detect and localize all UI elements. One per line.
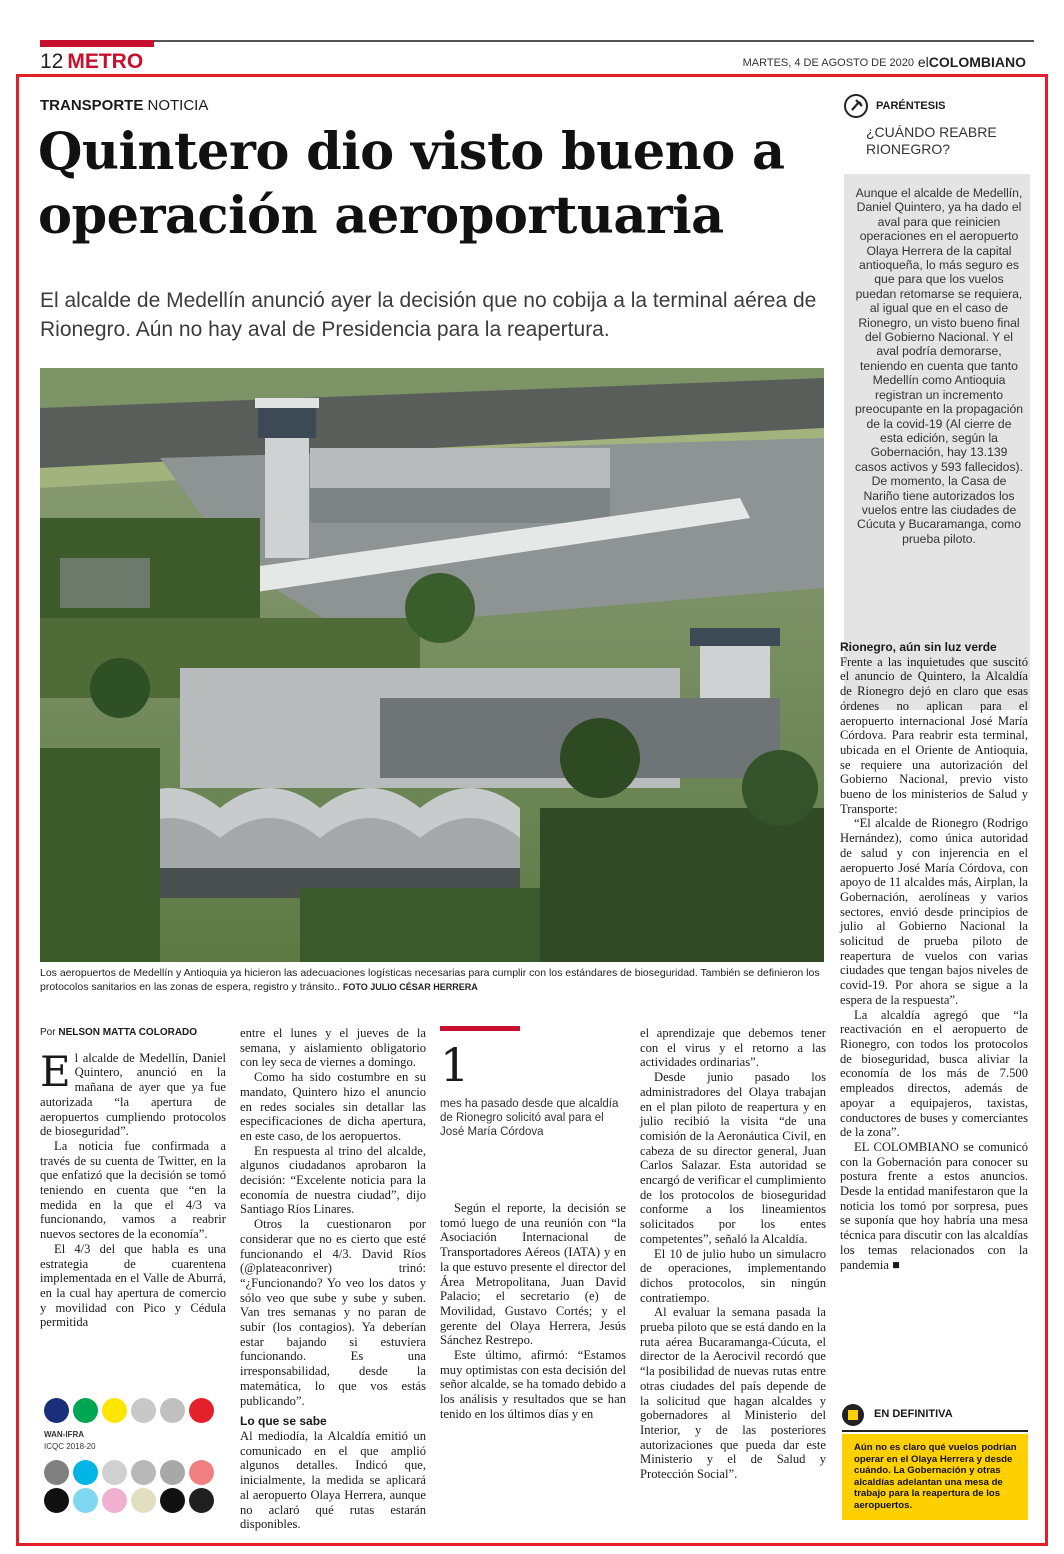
calibration-code: ICQC 2018-20 xyxy=(44,1442,96,1451)
stat-text: mes ha pasado desde que alcaldía de Rionegro solicitó aval para el José María Córdova xyxy=(440,1098,619,1138)
paragraph: El 4/3 del que habla es una estrategia de cuarentena implementada en el Valle de Aburrá, en la cual hay apertura de comercio y movilidad con Pico y Cédula permitida xyxy=(40,1241,226,1330)
color-swatch xyxy=(44,1398,69,1423)
paragraph: Al evaluar la semana pasada la prueba piloto que se está dando en la ruta aérea Bucaramanga-Cúcuta, el director de la Aerocivil recordó que “la posibilidad de nuevas rutas entre otras ciudades del país depende de la solicitud que hagan alcaldes y gobernadores al Ministerio del Interior, y de las posteriores autorizaciones que pueda dar este Ministerio y el de Salud y Protección Social”. xyxy=(640,1305,826,1482)
column-4 xyxy=(640,1026,826,1482)
definitiva-label: EN DEFINITIVA xyxy=(874,1408,953,1420)
paragraph: Desde junio pasado los administradores del Olaya trabajan en el plan piloto de reapertura y en julio recibió la visita “de una comisión de la Aeronáutica Civil, en cabeza de su director general, Juan Carlos Salazar. Esta autoridad se encargó de verificar el cumplimiento de los protocolos de bioseguridad conforme a los lineamientos solicitados por los entes competentes”, señaló la Alcaldía. xyxy=(640,1070,826,1246)
calibration-brand: WAN-IFRA xyxy=(44,1430,84,1439)
column-1 xyxy=(40,1026,226,1330)
color-swatch xyxy=(189,1488,214,1513)
color-swatch xyxy=(102,1488,127,1513)
color-swatch xyxy=(189,1398,214,1423)
article-kicker xyxy=(40,97,208,114)
paragraph: EL COLOMBIANO se comunicó con la Gobernación para conocer su postura frente a estos anuncios. Desde la entidad manifestaron que la noticia los tomó por sorpresa, pues se suponía que hoy habría una mesa técnica para discutir con las alcaldías los temas relacionados con la pandemia ■ xyxy=(840,1139,1028,1272)
airport-photo xyxy=(40,368,824,962)
photo-caption: Los aeropuertos de Medellín y Antioquia ya hicieron las adecuaciones logísticas necesarias para cumplir con los estándares de bioseguridad. También se definieron los protocolos sanitarios en las zonas de espera, registro y tránsito.. FOTO JULIO CÉSAR HERRERA xyxy=(40,967,820,993)
stat-number: 1 xyxy=(440,1038,470,1092)
column-5 xyxy=(840,640,1028,1272)
color-swatch xyxy=(160,1460,185,1485)
paragraph: La noticia fue confirmada a través de su cuenta de Twitter, en la que enfatizó que la decisión se tomó teniendo en cuenta que “en la medida en la que el 4/3 va funcionando, vamos a reabrir nuevos sectores de la economía”. xyxy=(40,1138,226,1242)
sidebar-body: Aunque el alcalde de Medellín, Daniel Quintero, ya ha dado el aval para que reinicien operaciones en el aeropuerto Olaya Herrera de la capital antioqueña, lo más seguro es que para que los vuelos puedan retomarse se requiera, al igual que en el caso de Rionegro, un visto bueno final del Gobierno Nacional. Y el aval podría demorarse, teniendo en cuenta que tanto Medellín como Antioquia registran un incremento preocupante en la propagación de la covid-19 (Al cierre de esta edición, según la Gobernación, hay 13.139 casos activos y 593 fallecidos). De momento, la Casa de Nariño tiene autorizados los vuelos entre las ciudades de Cúcuta y Bucaramanga, como prueba piloto. xyxy=(854,186,1024,546)
paragraph: Frente a las inquietudes que suscitó el anuncio de Quintero, la Alcaldía de Rionegro dejó en claro que esas órdenes no aplican para el aeropuerto internacional José María Córdova. Para reabrir esta terminal, ubicada en el Oriente de Antioquia, se requiere una autorización del Gobierno Nacional, previo visto bueno de los ministerios de Salud y Transporte: xyxy=(840,654,1028,816)
paragraph: La alcaldía agregó que “la reactivación en el aeropuerto de Rionegro, con todos los protocolos de bioseguridad, busca aliviar la economía de los más de 7.500 empleados directos, además de apoyar a equipajeros, taxistas, conductores de buses y comerciantes de la zona”. xyxy=(840,1007,1028,1140)
paragraph: Según el reporte, la decisión se tomó luego de una reunión con “la Asociación Internacional de Transportadores Aéreos (IATA) y en la que estuvo presente el director del Área Metropolitana, Juan David Palacio; el secretario (e) de Movilidad, Gustavo Cortés; y el gerente del Olaya Herrera, Jesús Sánchez Restrepo. xyxy=(440,1201,626,1348)
color-swatch xyxy=(73,1398,98,1423)
color-swatch xyxy=(131,1398,156,1423)
color-swatch xyxy=(73,1460,98,1485)
page-number: 12 xyxy=(40,50,64,73)
color-swatch xyxy=(73,1488,98,1513)
page-header-left xyxy=(40,50,143,74)
subheading: Lo que se sabe xyxy=(240,1414,327,1429)
color-swatch xyxy=(102,1460,127,1485)
article-dek: El alcalde de Medellín anunció ayer la decisión que no cobija a la terminal aérea de Rionegro. Aún no hay aval de Presidencia para la reapertura. xyxy=(40,289,817,341)
column-2 xyxy=(240,1026,426,1532)
section-name: METRO xyxy=(67,50,144,73)
drop-cap: E xyxy=(40,1046,71,1096)
sidebar-label: PARÉNTESIS xyxy=(876,100,946,112)
puzzle-icon xyxy=(842,1404,864,1426)
paragraph: En respuesta al trino del alcalde, algunos ciudadanos aprobaron la decisión: “Excelente noticia para la economía de nuestra ciudad”, dijo Santiago Ríos Linares. xyxy=(240,1143,426,1217)
color-swatch xyxy=(131,1488,156,1513)
color-swatch xyxy=(102,1398,127,1423)
paragraph: Al mediodía, la Alcaldía emitió un comunicado en el que amplió algunos detalles. Indicó que, inicialmente, la medida se aplicará al aeropuerto Olaya Herrera, aunque no aclaró qué rutas estarán disponibles. xyxy=(240,1428,426,1532)
header-rule xyxy=(154,40,1034,42)
paragraph: “El alcalde de Rionegro (Rodrigo Hernández), como única autoridad de salud y con injerencia en el aeropuerto José María Córdova, con apoyo de 11 alcaldes más, Airplan, la Gobernación, aerolíneas y varios sectores, envió desde principios de julio al Gobierno Nacional la solicitud de prueba piloto de reapertura de vuelos con varias ciudades que tengan bajos niveles de covid-19. Por ahora se sigue a la espera de la respuesta”. xyxy=(840,816,1028,1007)
sidebar-question: ¿CUÁNDO REABRE RIONEGRO? xyxy=(866,124,997,157)
color-swatch xyxy=(44,1460,69,1485)
color-swatch xyxy=(131,1460,156,1485)
byline: Por NELSON MATTA COLORADO xyxy=(40,1027,198,1038)
paragraph: Otros la cuestionaron por considerar que no es cierto que esté funcionando el 4/3. David Ríos (@plateaconriver) trinó: “¿Funcionando? Yo veo los datos y sólo veo que sube y sube y suben. Van tres semanas y no paran de subir (los contagios). Ya deberían estar bajando si estuviera funcionando. Es una irresponsabilidad, desde la matemática, lo que vos estás publicando”. xyxy=(240,1217,426,1408)
color-swatch xyxy=(160,1488,185,1513)
definitiva-text: Aún no es claro qué vuelos podrían operar en el Olaya Herrera y desde cuándo. La Gobernación y otras alcaldías adelantan una mesa de trabajo para la reapertura de los aeropuertos. xyxy=(854,1442,1017,1511)
newspaper-brand: elCOLOMBIANO xyxy=(917,54,1026,70)
paragraph: Como ha sido costumbre en su mandato, Quintero hizo el anuncio en redes sociales sin detallar las especificaciones de dicha apertura, en este caso, de los aeropuertos. xyxy=(240,1070,426,1143)
kicker-section: TRANSPORTE xyxy=(40,97,144,114)
photo-credit: FOTO JULIO CÉSAR HERRERA xyxy=(342,982,478,992)
section-accent-bar xyxy=(40,40,154,47)
definitiva-rule xyxy=(842,1430,1028,1432)
subheading: Rionegro, aún sin luz verde xyxy=(840,640,997,654)
edition-date: MARTES, 4 DE AGOSTO DE 2020 xyxy=(742,57,914,69)
stat-accent-bar xyxy=(440,1026,520,1031)
pin-icon xyxy=(844,94,868,118)
paragraph: el aprendizaje que debemos tener con el virus y el retorno a las actividades ordinarias”. xyxy=(640,1026,826,1070)
paragraph: El alcalde de Medellín, Daniel Quintero, anunció en la mañana de ayer que ya fue autorizada “la apertura de aeropuertos cumpliendo protocolos de bioseguridad”. xyxy=(40,1046,226,1139)
color-calibration-bar xyxy=(44,1398,220,1514)
color-swatch xyxy=(189,1460,214,1485)
paragraph: El 10 de julio hubo un simulacro de operaciones, implementando dichos protocolos, sin ningún contratiempo. xyxy=(640,1246,826,1305)
color-swatch xyxy=(160,1398,185,1423)
article-headline: Quintero dio visto bueno a operación aeroportuaria xyxy=(38,122,785,246)
kicker-type: NOTICIA xyxy=(147,97,209,114)
paragraph: Este último, afirmó: “Estamos muy optimistas con esta decisión del señor alcalde, se ha tomado debido a los análisis y resultados que se han tenido en los últimos días y en xyxy=(440,1348,626,1421)
color-swatch xyxy=(44,1488,69,1513)
paragraph: entre el lunes y el jueves de la semana, y aislamiento obligatorio con ley seca de viernes a domingo. xyxy=(240,1026,426,1070)
column-3 xyxy=(440,1026,626,1422)
end-mark: ■ xyxy=(892,1257,900,1272)
